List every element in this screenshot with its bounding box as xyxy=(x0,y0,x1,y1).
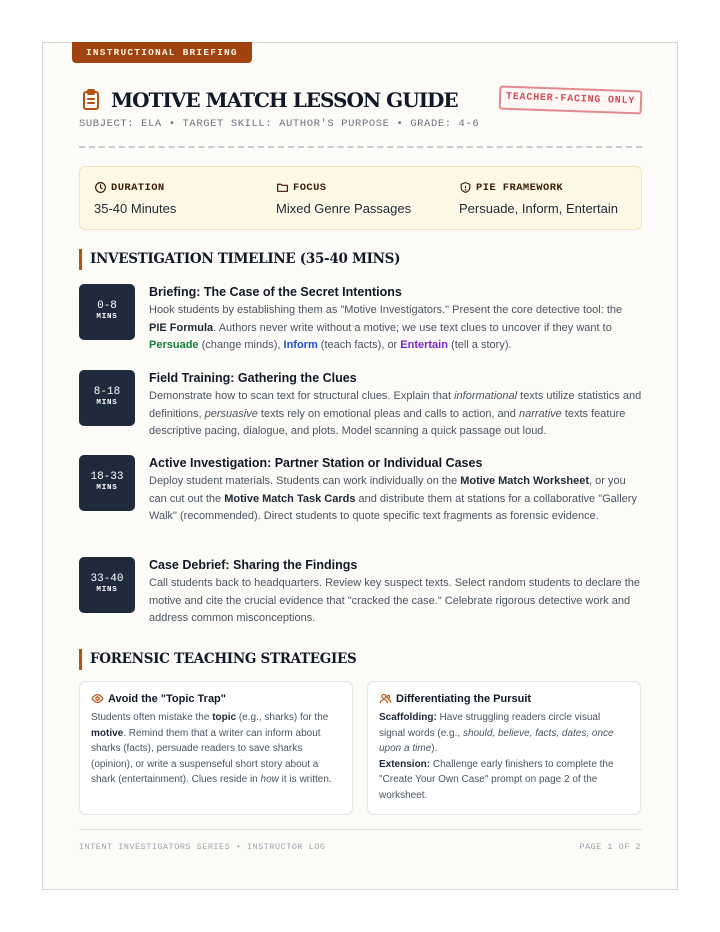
teacher-facing-stamp: TEACHER-FACING ONLY xyxy=(499,86,643,115)
duration-value: 35-40 Minutes xyxy=(94,201,177,216)
time-badge xyxy=(79,284,135,340)
framework-value: Persuade, Inform, Entertain xyxy=(459,201,618,216)
time-range: 8-18 xyxy=(93,386,121,398)
strategies-heading: FORENSIC TEACHING STRATEGIES xyxy=(79,649,356,670)
entertain-term: Entertain xyxy=(400,339,448,351)
title-row xyxy=(79,88,458,112)
time-unit: MINS xyxy=(96,484,118,492)
time-badge xyxy=(79,557,135,613)
timeline-description: Call students back to headquarters. Review key suspect texts. Select random students to declare the motive and cite the crucial evidence that "cracked the case." Celebrate rigorous detective work and address common misconceptions. xyxy=(149,577,640,624)
page-title: MOTIVE MATCH LESSON GUIDE xyxy=(111,88,458,112)
instructional-briefing-tag: INSTRUCTIONAL BRIEFING xyxy=(72,42,252,63)
persuade-term: Persuade xyxy=(149,339,199,351)
folder-icon xyxy=(276,181,289,194)
time-range: 0-8 xyxy=(97,300,117,312)
page-number: PAGE 1 OF 2 xyxy=(579,842,641,852)
time-badge xyxy=(79,370,135,426)
shield-icon xyxy=(459,181,472,194)
eye-icon xyxy=(91,692,104,705)
time-range: 33-40 xyxy=(90,573,124,585)
card-text: Scaffolding: Have struggling readers circle visual signal words (e.g., should, believe, facts, dates, once upon a time). Extension: Challenge early finishers to complete the "Create Your Own Case" prompt on page 2 of the worksheet. xyxy=(379,712,614,801)
dashed-divider xyxy=(79,146,642,148)
lesson-info-box xyxy=(79,166,642,230)
card-text: Students often mistake the topic (e.g., sharks) for the motive. Remind them that a writer can inform about sharks (facts), persuade readers to save sharks (opinion), or write a suspenseful short story about a shark (entertainment). Clues reside in how it is written. xyxy=(91,712,332,786)
timeline-title: Active Investigation: Partner Station or Individual Cases xyxy=(149,456,483,470)
users-icon xyxy=(379,692,392,705)
timeline-description: Demonstrate how to scan text for structural clues. Explain that informational texts utilize statistics and definitions, persuasive texts rely on emotional pleas and calls to action, and narrative texts feature descriptive pacing, dialogue, and plots. Model scanning a quick passage out loud. xyxy=(149,390,642,437)
time-badge xyxy=(79,455,135,511)
duration-label: DURATION xyxy=(111,181,165,194)
clock-icon xyxy=(94,181,107,194)
time-unit: MINS xyxy=(96,313,118,321)
time-range: 18-33 xyxy=(90,471,124,483)
focus-value: Mixed Genre Passages xyxy=(276,201,412,216)
timeline-title: Field Training: Gathering the Clues xyxy=(149,371,357,385)
focus-block xyxy=(276,181,411,216)
series-footer: INTENT INVESTIGATORS SERIES • INSTRUCTOR LOG xyxy=(79,842,326,852)
inform-term: Inform xyxy=(283,339,318,351)
clipboard-icon xyxy=(79,88,103,112)
lesson-guide-page xyxy=(42,42,678,890)
strategy-card-topic-trap xyxy=(79,681,353,815)
time-unit: MINS xyxy=(96,399,118,407)
timeline-title: Briefing: The Case of the Secret Intentions xyxy=(149,285,402,299)
pie-framework-block xyxy=(459,181,618,216)
card-title: Avoid the "Topic Trap" xyxy=(108,692,226,705)
timeline-description: Hook students by establishing them as "Motive Investigators." Present the core detective tool: the PIE Formula. Authors never write without a motive; we use text clues to uncover if they want to Persuade (change minds), Inform (teach facts), or Entertain (tell a story). xyxy=(149,304,623,351)
duration-block xyxy=(94,181,176,216)
strategy-card-differentiating xyxy=(367,681,641,815)
timeline-description: Deploy student materials. Students can work individually on the Motive Match Worksheet, or you can cut out the Motive Match Task Cards and distribute them at stations for a collaborative "Gallery Walk" (recommended). Direct students to quote specific text fragments as forensic evidence. xyxy=(149,475,637,522)
footer-divider xyxy=(79,829,642,830)
timeline-heading: INVESTIGATION TIMELINE (35-40 MINS) xyxy=(79,249,400,270)
framework-label: PIE FRAMEWORK xyxy=(476,181,564,194)
card-title: Differentiating the Pursuit xyxy=(396,692,532,705)
timeline-title: Case Debrief: Sharing the Findings xyxy=(149,558,358,572)
time-unit: MINS xyxy=(96,586,118,594)
subject-line: SUBJECT: ELA • TARGET SKILL: AUTHOR'S PURPOSE • GRADE: 4-6 xyxy=(79,118,480,130)
focus-label: FOCUS xyxy=(293,181,327,194)
